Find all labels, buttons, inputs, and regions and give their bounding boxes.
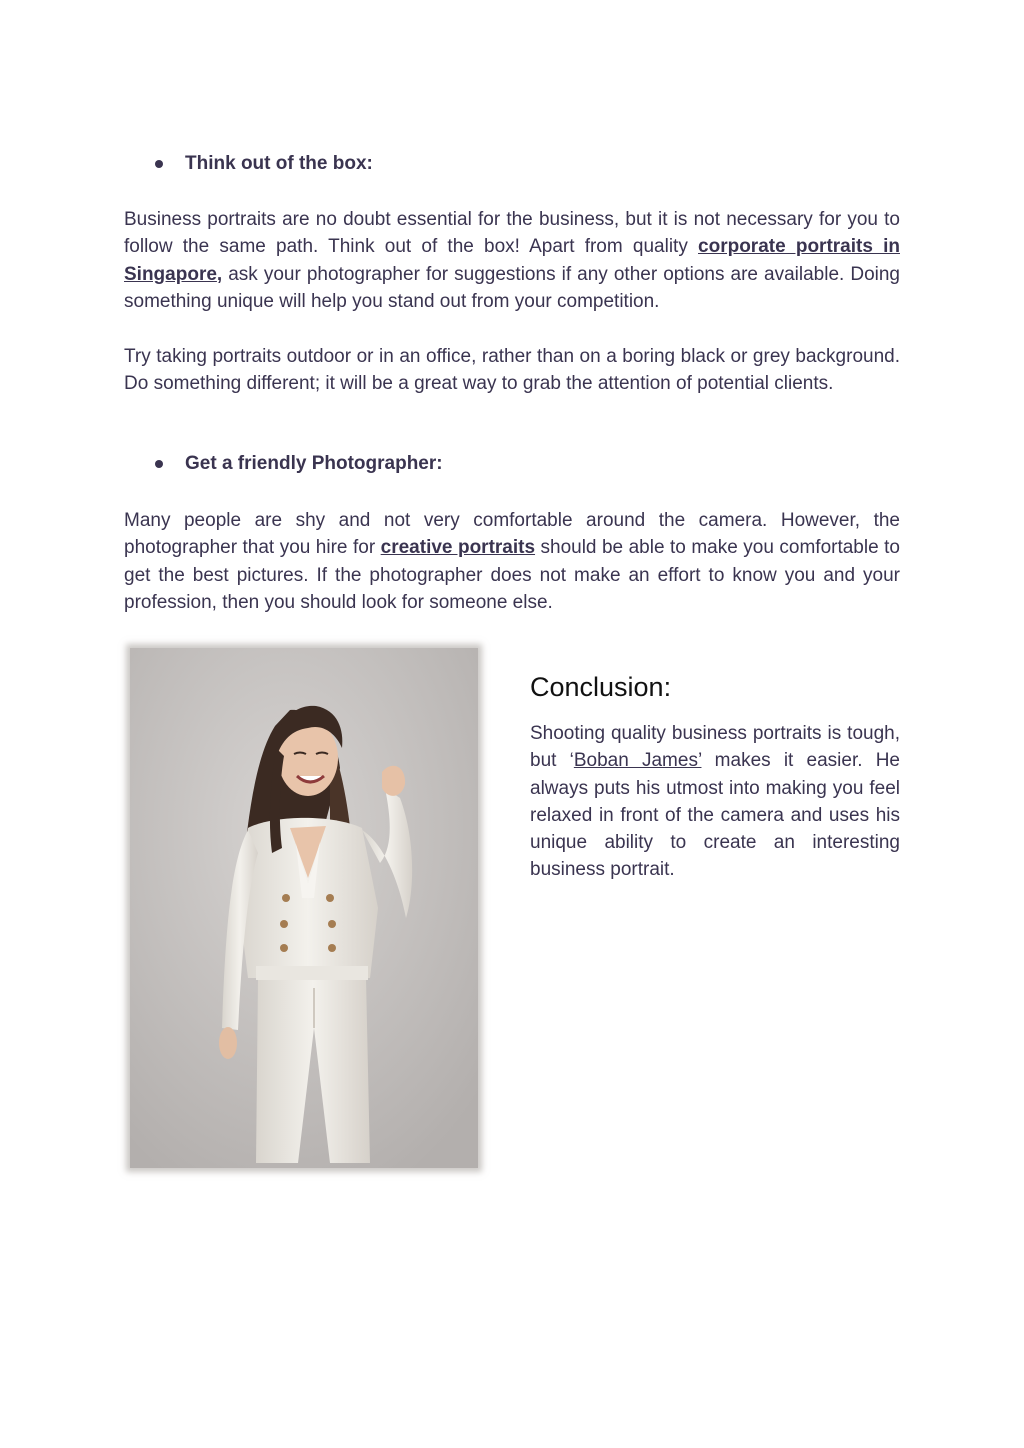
paragraph-shy-people [124, 507, 900, 616]
paragraph-try-outdoor: Try taking portraits outdoor or in an office, rather than on a boring black or grey background. Do something different; it will be a great way to grab the attention of potential clients. [124, 346, 900, 395]
paragraph-text: ask your photographer for suggestions if any other options are available. Doing something unique will help you stand out from your competition. [124, 263, 900, 312]
portrait-photo [130, 648, 478, 1168]
bullet-dot-icon [155, 460, 163, 468]
paragraph-text: Shooting quality business portraits is tough, but ‘ [530, 723, 900, 772]
paragraph-text: Many people are shy and not very comfortable around the camera. However, the photographer that you hire for [124, 510, 900, 559]
bullet-friendly-photographer [155, 453, 443, 475]
paragraph-think-out-of-box [124, 206, 900, 315]
bullet-heading: Get a friendly Photographer: [185, 453, 443, 474]
corporate-portraits-link[interactable]: corporate portraits in Singapore [124, 236, 900, 285]
bullet-heading: Think out of the box: [185, 153, 373, 174]
conclusion-heading: Conclusion: [530, 672, 672, 702]
conclusion-paragraph [530, 720, 900, 884]
bullet-think-out-of-box [155, 153, 373, 175]
creative-portraits-link[interactable]: creative portraits [380, 537, 536, 559]
paragraph-text: Business portraits are no doubt essential for the business, but it is not necessary for you to follow the same path. Think out of the box! Apart from quality [124, 209, 900, 258]
boban-james-link[interactable]: Boban James’ [573, 750, 702, 772]
bullet-dot-icon [155, 160, 163, 168]
paragraph-comma: , [216, 263, 223, 285]
paragraph-text: should be able to make you comfortable to get the best pictures. If the photographer does not make an effort to know you and your profession, then you should look for someone else. [124, 537, 900, 613]
portrait-illustration [130, 648, 478, 1168]
paragraph-text: makes it easier. He always puts his utmost into making you feel relaxed in front of the camera and uses his unique ability to create an interesting business portrait. [530, 750, 900, 881]
